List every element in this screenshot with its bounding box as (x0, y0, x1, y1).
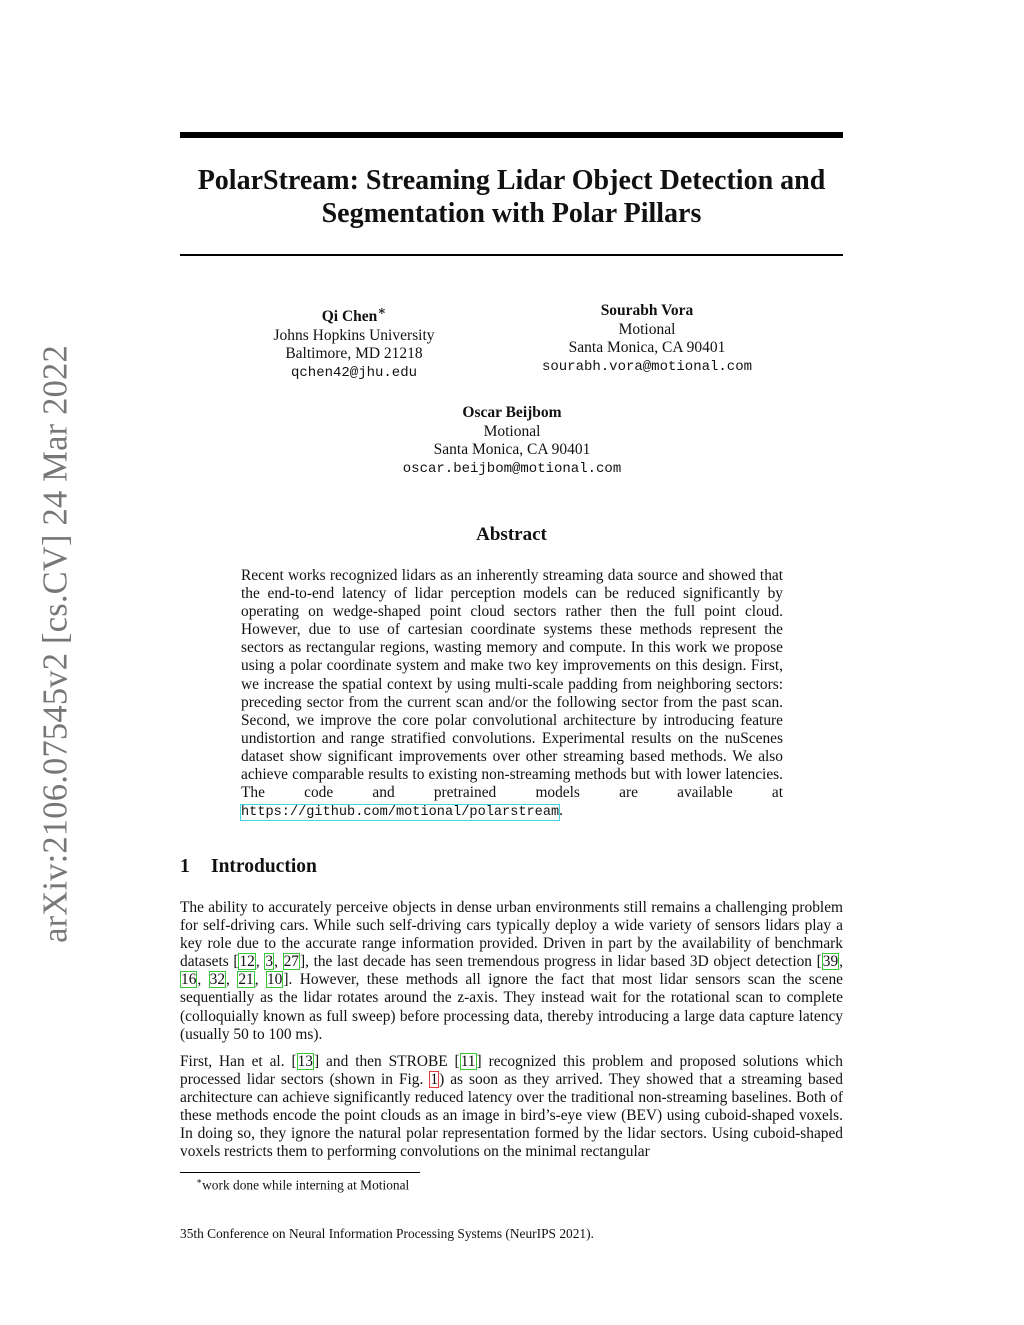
paragraph-text: ] recognized this problem and proposed solutions which processed lidar sectors (shown in Fig. (180, 1053, 843, 1089)
author-address: Santa Monica, CA 90401 (568, 339, 726, 356)
author-name: Sourabh Vora (600, 302, 694, 319)
citation-link[interactable]: 21 (238, 971, 254, 989)
abstract-end: . (559, 802, 564, 820)
abstract-body (241, 567, 783, 822)
author-block-1 (224, 302, 484, 382)
arxiv-stamp: arXiv:2106.07545v2 [cs.CV] 24 Mar 2022 (36, 345, 75, 943)
title-line-2: Segmentation with Polar Pillars (321, 198, 702, 229)
author-email: oscar.beijbom@motional.com (402, 460, 622, 477)
author-affiliation: Motional (483, 422, 541, 440)
author-name: Oscar Beijbom (462, 404, 562, 421)
author-block-3 (382, 404, 642, 478)
section-heading (180, 856, 317, 878)
citation-link[interactable]: 10 (266, 971, 283, 989)
author-address: Baltimore, MD 21218 (285, 345, 423, 363)
footnote-rule (180, 1172, 420, 1173)
author-block-2 (517, 302, 777, 376)
footnote-marker: ∗ (377, 303, 387, 318)
author-email: sourabh.vora@motional.com (541, 358, 753, 375)
footnote-text: work done while interning at Motional (202, 1177, 410, 1193)
abstract-heading: Abstract (476, 524, 547, 545)
paragraph-text: ] and then STROBE [ (314, 1053, 460, 1070)
citation-link[interactable]: 32 (209, 971, 226, 989)
paragraph-text: ) as soon as they arrived. They showed that a streaming based architecture can achieve significantly reduced latency over the traditional non-streaming baselines. Both of these methods encode the point clouds as an image in bird’s-eye view (BEV) using cuboid-shaped voxels. In doing so, they ignore the natural polar representation formed by the lidar sectors. Using cuboid-shaped voxels restricts them to performing convolutions on the minimal rectangular (180, 1071, 843, 1161)
title-line-1: PolarStream: Streaming Lidar Object Detection and (197, 165, 826, 196)
citation-link[interactable]: 16 (181, 971, 197, 989)
paragraph-text: ]. However, these methods all ignore the fact that most lidar sensors scan the scene sequentially as the lidar rotates around the z-axis. They instead wait for the rotational scan to complete (colloquially known as full sweep) before processing data, thereby introducing a large data capture latency (usually 50 to 100 ms). (180, 971, 843, 1043)
title-rule-bottom (180, 254, 843, 256)
paper-title (180, 164, 843, 230)
abstract-text: Recent works recognized lidars as an inherently streaming data source and showed that the end-to-end latency of lidar perception models can be reduced significantly by operating on wedge-shaped point cloud sectors rather then the full point cloud. However, due to use of cartesian coordinate systems these methods represent the sectors as rectangular regions, wasting memory and compute. In this work we propose using a polar coordinate system and make two key improvements on this design. First, we increase the spatial context by using multi-scale padding from neighboring sectors: preceding sector from the current scan and/or the following sector from the past scan. Second, we improve the core polar convolutional architecture by introducing feature undistortion and range stratified convolutions. Experimental results on the nuScenes dataset show significant improvements over other streaming based methods. We also achieve comparable results to existing non-streaming methods but with lower latencies. The code and pretrained models are available at (241, 567, 783, 802)
citation-link[interactable]: 39 (822, 953, 839, 971)
section-title: Introduction (211, 856, 317, 877)
citation-link[interactable]: 11 (460, 1053, 476, 1070)
footnote (196, 1176, 409, 1193)
paragraph-text: First, Han et al. [ (180, 1053, 297, 1070)
author-email: qchen42@jhu.edu (290, 364, 418, 381)
citation-link[interactable]: 13 (297, 1053, 313, 1070)
title-rule-top (180, 132, 843, 138)
paragraph-text: ], the last decade has seen tremendous progress in lidar based 3D object detection [ (299, 953, 822, 971)
author-name: Qi Chen∗ (321, 303, 387, 326)
author-affiliation: Motional (618, 320, 676, 338)
footnote-mark: ∗ (196, 1176, 203, 1186)
figure-ref-link[interactable]: 1 (430, 1071, 439, 1089)
author-address: Santa Monica, CA 90401 (433, 441, 591, 458)
author-affiliation: Johns Hopkins University (273, 326, 435, 344)
paragraph-text: The ability to accurately perceive objects in dense urban environments still remains a challenging problem for self-driving cars. While such self-driving cars typically deploy a wide variety of sensors lidars play a key role due to the accurate range information provided. Driven in part by the availability of benchmark datasets [ (180, 899, 843, 971)
citation-link[interactable]: 27 (283, 953, 299, 971)
citation-link[interactable]: 3 (265, 953, 274, 971)
venue-line: 35th Conference on Neural Information Processing Systems (NeurIPS 2021). (180, 1226, 594, 1241)
code-link[interactable]: https://github.com/motional/polarstream (241, 805, 560, 821)
intro-paragraph-1: The ability to accurately perceive objects in dense urban environments still remains a challenging problem for self-driving cars. While such self-driving cars typically deploy a wide variety of sensors lidars play a key role due to the accurate range information provided. Driven in part by the availability of benchmark datasets [12, 3, 27], the last decade has seen tremendous progress in lidar based 3D object detection [39, 16, 32, 21, 10]. However, these methods all ignore the fact that most lidar sensors scan the scene sequentially as the lidar rotates around the z-axis. They instead wait for the rotational scan to complete (colloquially known as full sweep) before processing data, thereby introducing a large data capture latency (usually 50 to 100 ms). (180, 899, 843, 1043)
intro-paragraph-2 (180, 1053, 843, 1162)
citation-link[interactable]: 12 (239, 953, 255, 971)
section-number: 1 (180, 856, 190, 877)
